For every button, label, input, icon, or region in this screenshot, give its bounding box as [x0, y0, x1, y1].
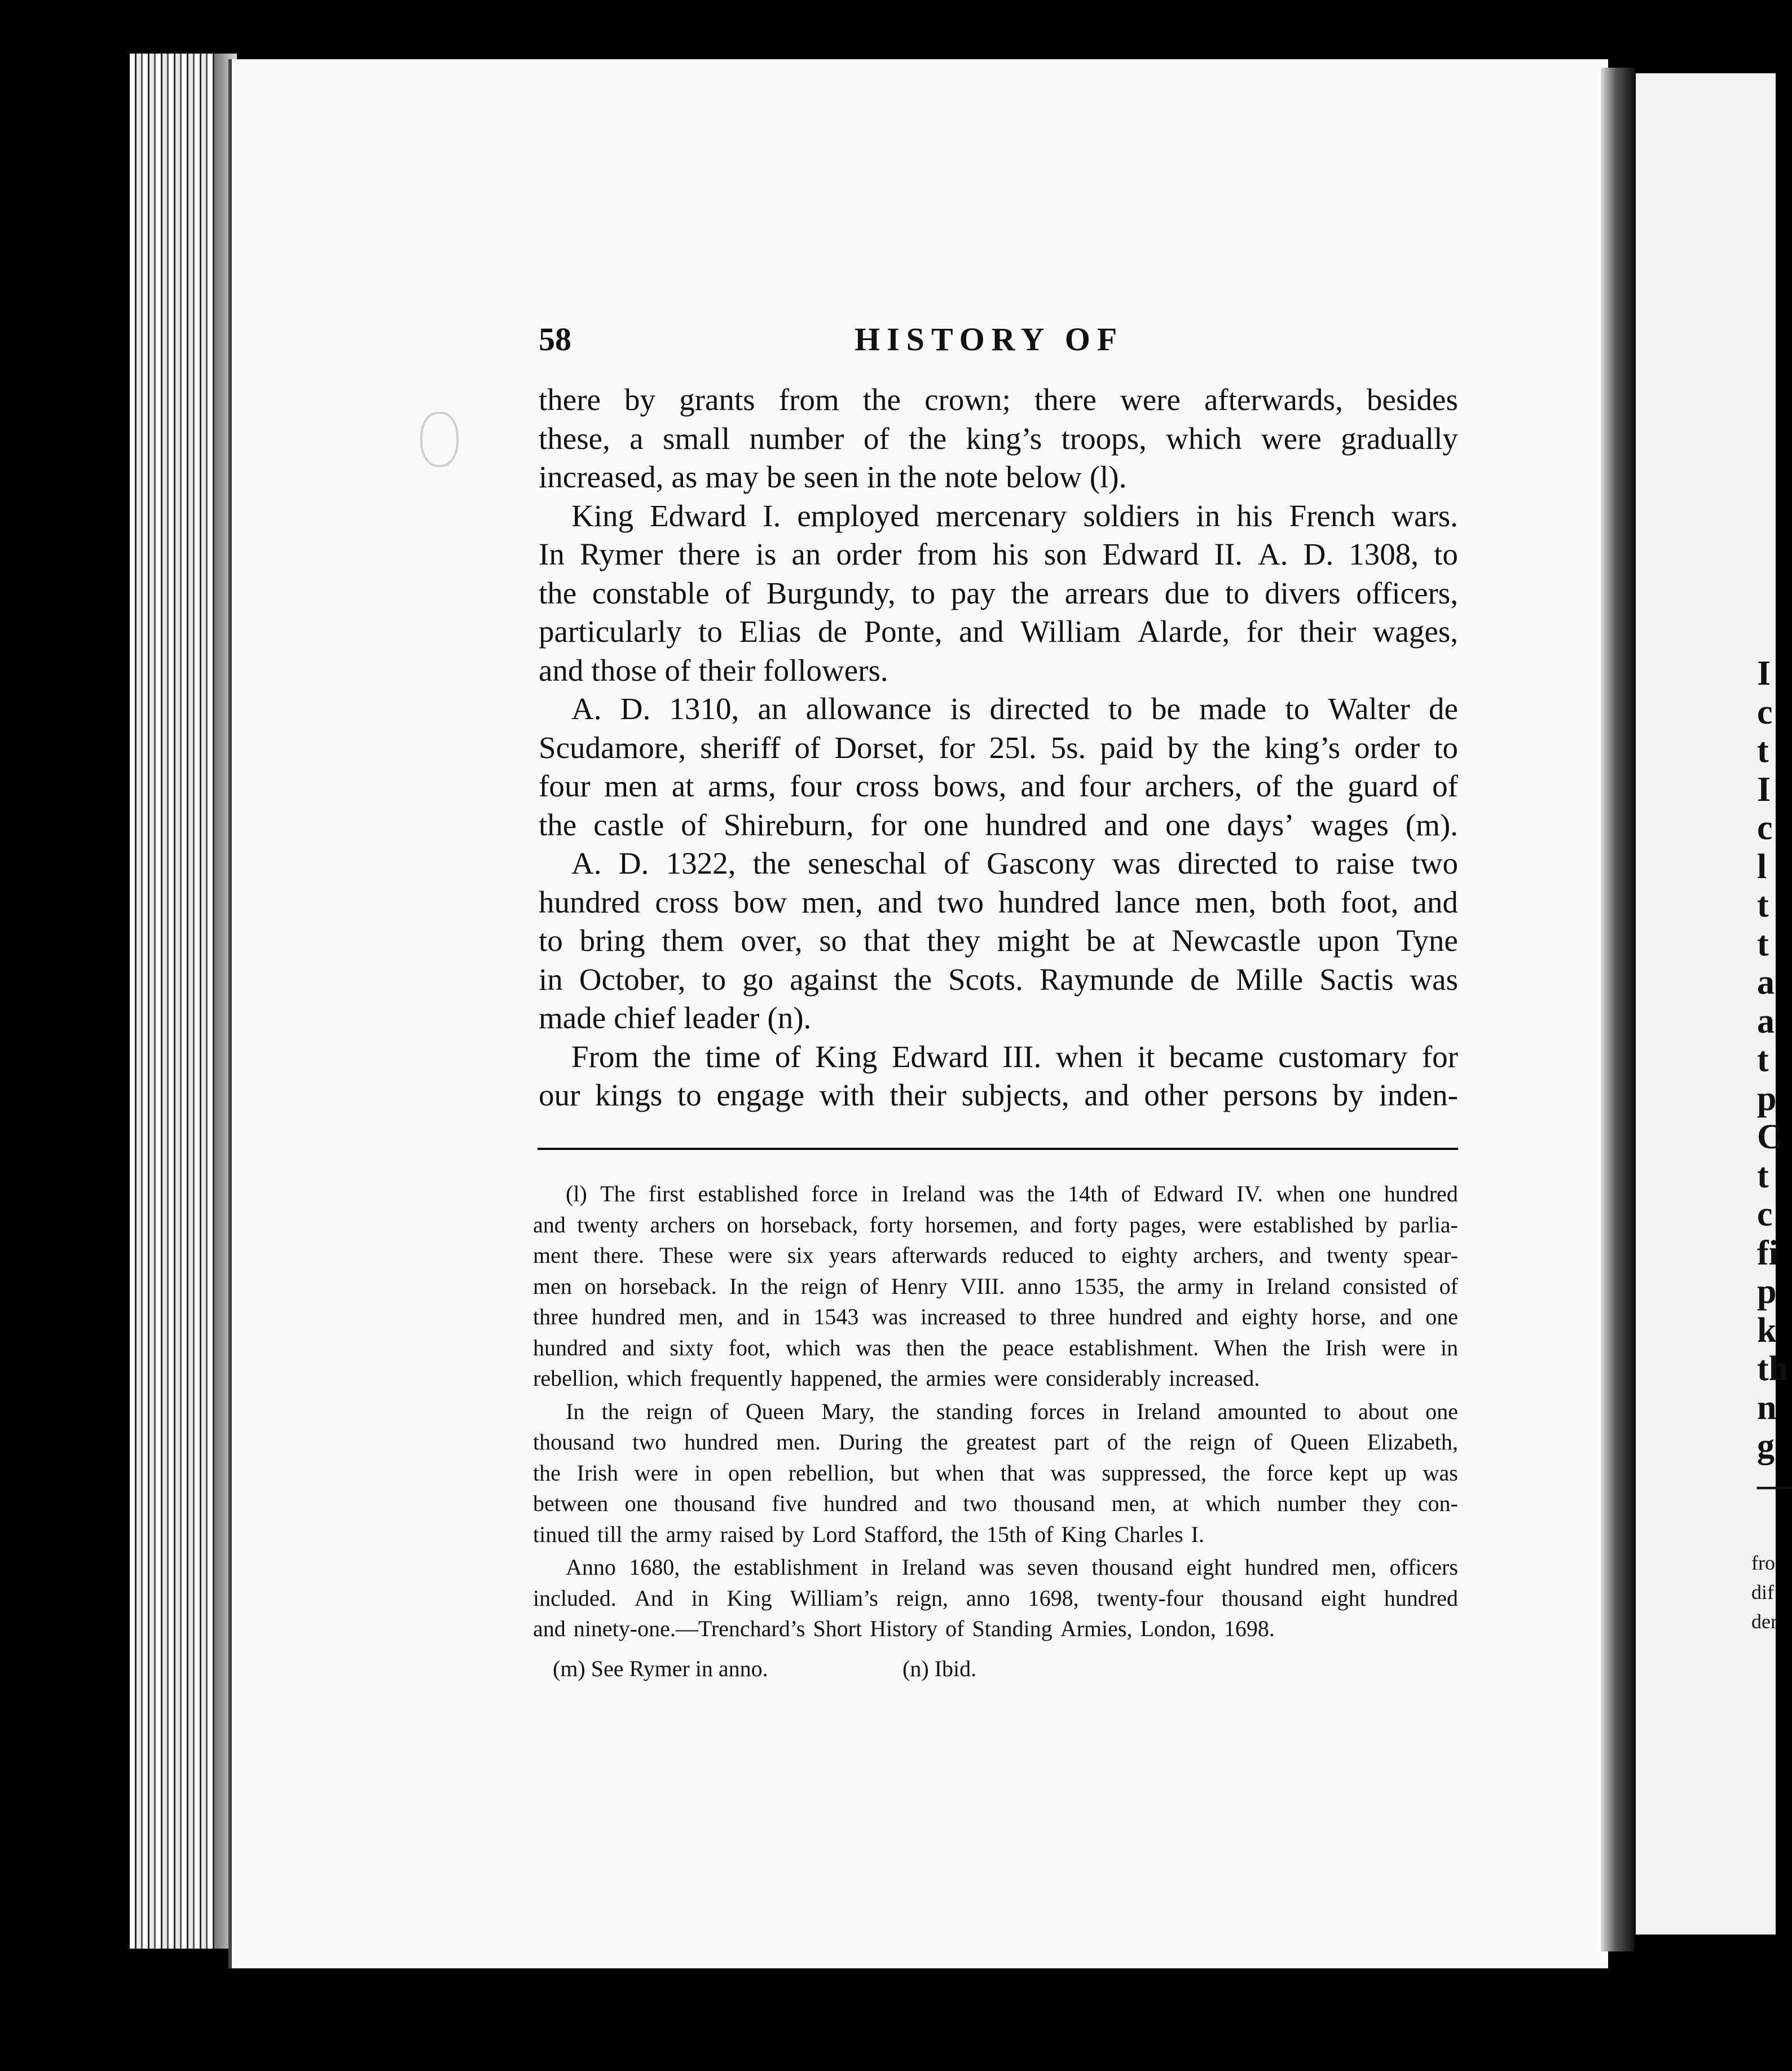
facing-line-start: — [1757, 1465, 1792, 1504]
facing-line-start: g [1757, 1427, 1775, 1465]
footnote-line: three hundred men, and in 1543 was increased to three hundred and eighty horse, and one [533, 1304, 1458, 1329]
footnote-line: and ninety-one.—Trenchard’s Short History of Standing Armies, London, 1698. [533, 1616, 1275, 1641]
body-line: four men at arms, four cross bows, and four archers, of the guard of [539, 769, 1458, 803]
page-number: 58 [539, 321, 571, 358]
body-text [539, 381, 1458, 1115]
footnote-ref-m: (m) See Rymer in anno. [553, 1656, 768, 1681]
facing-line-start: th [1757, 1350, 1789, 1388]
facing-line-start: I [1757, 654, 1771, 693]
footnote-line: the Irish were in open rebellion, but when that was suppressed, the force kept up was [533, 1460, 1458, 1486]
body-line: In Rymer there is an order from his son Edward II. A. D. 1308, to [539, 537, 1458, 571]
page-header [539, 320, 1458, 365]
facing-page-note-starts [1751, 1548, 1777, 1636]
body-line: A. D. 1310, an allowance is directed to be made to Walter de [571, 691, 1458, 726]
footnote-line: In the reign of Queen Mary, the standing forces in Ireland amounted to about one [566, 1398, 1458, 1424]
body-line: the castle of Shireburn, for one hundred and one days’ wages (m). [539, 807, 1458, 842]
facing-line-start: t [1757, 1156, 1769, 1195]
footnote-paragraph [533, 1552, 1458, 1645]
facing-line-start: c [1757, 693, 1773, 732]
body-line: hundred cross bow men, and two hundred lance men, both foot, and [539, 884, 1458, 919]
facing-note-start: dif [1751, 1581, 1774, 1603]
facing-page-line-starts [1757, 654, 1792, 1504]
book-page-edges [130, 54, 237, 1949]
footnote-line: between one thousand five hundred and two thousand men, at which number they con- [533, 1491, 1458, 1516]
body-line: the constable of Burgundy, to pay the arrears due to divers officers, [539, 575, 1458, 610]
footnote-line: tinued till the army raised by Lord Stafford, the 15th of King Charles I. [533, 1521, 1204, 1547]
footnote-line: and twenty archers on horseback, forty horsemen, and forty pages, were established by parlia- [533, 1211, 1458, 1237]
body-line: particularly to Elias de Ponte, and William Alarde, for their wages, [539, 614, 1458, 649]
facing-line-start: a [1757, 963, 1775, 1002]
footnote-line: rebellion, which frequently happened, the armies were considerably increased. [533, 1365, 1260, 1391]
facing-line-start: fi [1757, 1233, 1778, 1272]
footnote-line: Anno 1680, the establishment in Ireland was seven thousand eight hundred men, officers [566, 1554, 1458, 1580]
facing-line-start: c [1757, 809, 1773, 847]
footnotes [533, 1179, 1458, 1647]
footnote-line: ment there. These were six years afterwards reduced to eighty archers, and twenty spear- [533, 1242, 1458, 1268]
facing-line-start: l [1757, 847, 1767, 886]
facing-line-start: t [1757, 886, 1769, 924]
body-line: in October, to go against the Scots. Raymunde de Mille Sactis was [539, 962, 1458, 997]
facing-line-start: p [1757, 1079, 1777, 1118]
facing-page [1636, 73, 1776, 1935]
footnote-line: hundred and sixty foot, which was then the peace establishment. When the Irish were in [533, 1334, 1458, 1360]
body-line: and those of their followers. [539, 653, 888, 688]
footnote-line: thousand two hundred men. During the greatest part of the reign of Queen Elizabeth, [533, 1429, 1458, 1455]
footnote-rule [538, 1148, 1458, 1150]
facing-note-start: der [1751, 1610, 1777, 1633]
body-line: there by grants from the crown; there were afterwards, besides [539, 382, 1458, 417]
footnote-paragraph [533, 1396, 1458, 1550]
facing-line-start: t [1757, 1041, 1769, 1079]
facing-line-start: p [1757, 1272, 1777, 1311]
footnote-refs [553, 1654, 977, 1684]
paper-blemish [420, 412, 459, 467]
footnote-paragraph [533, 1179, 1458, 1394]
facing-line-start: C [1757, 1118, 1782, 1156]
facing-line-start: t [1757, 924, 1769, 963]
body-line: From the time of King Edward III. when it became customary for [571, 1039, 1458, 1074]
body-line: to bring them over, so that they might be at Newcastle upon Tyne [539, 923, 1458, 958]
footnote-ref-n: (n) Ibid. [902, 1656, 977, 1681]
body-line: increased, as may be seen in the note below (l). [539, 460, 1127, 494]
facing-line-start: n [1757, 1388, 1777, 1427]
facing-line-start: c [1757, 1195, 1773, 1233]
body-line: made chief leader (n). [539, 1001, 812, 1035]
footnote-line: (l) The first established force in Ireland was the 14th of Edward IV. when one hundred [566, 1181, 1458, 1206]
facing-line-start: k [1757, 1311, 1777, 1350]
body-line: these, a small number of the king’s troops, which were gradually [539, 421, 1458, 456]
facing-line-start: a [1757, 1002, 1775, 1041]
facing-line-start: I [1757, 770, 1771, 809]
body-line: Scudamore, sheriff of Dorset, for 25l. 5s. paid by the king’s order to [539, 730, 1458, 765]
facing-line-start: t [1757, 732, 1769, 770]
facing-note-start: fro [1751, 1552, 1775, 1574]
body-line: A. D. 1322, the seneschal of Gascony was directed to raise two [571, 846, 1458, 880]
page-gutter-shadow [1601, 68, 1635, 1951]
footnote-line: included. And in King William’s reign, anno 1698, twenty-four thousand eight hundred [533, 1585, 1458, 1611]
body-line: our kings to engage with their subjects, and other persons by inden- [539, 1078, 1458, 1112]
footnote-line: men on horseback. In the reign of Henry VIII. anno 1535, the army in Ireland consisted of [533, 1273, 1458, 1299]
running-head: HISTORY OF [855, 321, 1124, 358]
body-line: King Edward I. employed mercenary soldiers in his French wars. [571, 498, 1458, 533]
